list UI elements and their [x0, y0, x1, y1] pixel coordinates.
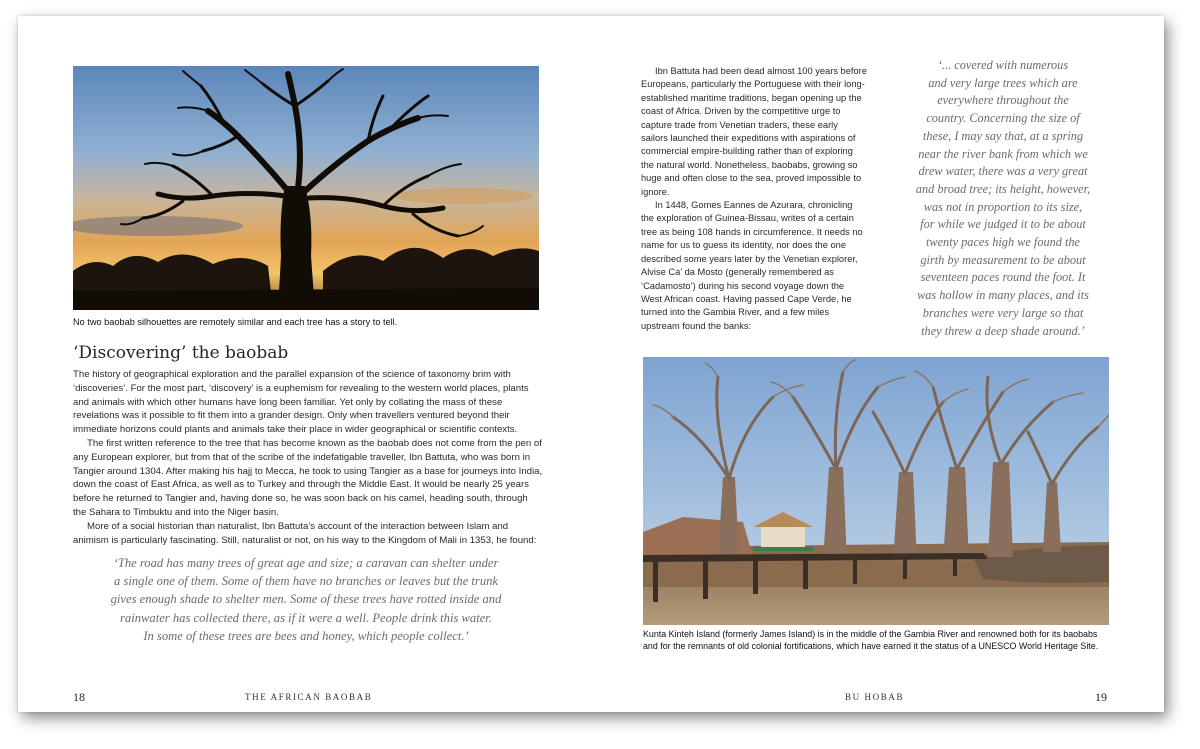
- quote-line: twenty paces high we found the: [925, 235, 1081, 250]
- quote-line: gives enough shade to shelter men. Some of these trees have rotted inside and: [110, 592, 502, 607]
- quote-line: ‘The road has many trees of great age and size; a caravan can shelter under: [113, 556, 499, 570]
- baobab-sunset-illustration: [73, 66, 539, 310]
- quote-line: was hollow in many places, and its: [917, 288, 1089, 303]
- quote-line: a single one of them. Some of them have no branches or leaves but the trunk: [113, 574, 499, 589]
- paragraph: Ibn Battuta had been dead almost 100 years before Europeans, particularly the Portuguese with their long-established maritime traditions, began opening up the coast of Africa. Driven by the competitive urge to capture trade from Venetian traders, these early sailors launched their expeditions with aspirations of commercial empire-building rather than of exploring the natural world. Nonetheless, baobabs, growing so huge and often close to the sea, proved impossible to ignore.: [641, 66, 867, 197]
- baobab-sunset-photo: [73, 66, 539, 310]
- paragraph: More of a social historian than naturalist, Ibn Battuta’s account of the interaction between Islam and animism is particularly fascinating. Still, naturalist or not, on his way to the Kingdom of Mali in 1353, he found:: [73, 520, 537, 546]
- kunta-kinteh-island-photo: [643, 357, 1109, 625]
- paragraph: In 1448, Gomes Eannes de Azurara, chronicling the exploration of Guinea-Bissau, writes of a certain tree as being 108 hands in circumference. It needs no name for us to guess its identity, nor does the one described some years later by the Venetian explorer, Alvise Ca’ da Mosto (generally remembered as ‘Cadamosto’) during his second voyage down the West African coast. Having passed Cape Verde, he turned into the Gambia River, and a few miles upstream found the banks:: [641, 200, 863, 331]
- left-body-text: [73, 368, 543, 547]
- right-body-text: [641, 65, 867, 333]
- book-spread: [18, 16, 1164, 712]
- quote-line: ‘... covered with numerous: [937, 58, 1069, 72]
- right-pull-quote: [888, 57, 1118, 340]
- section-heading: ‘Discovering’ the baobab: [73, 343, 289, 363]
- caption-line: Kunta Kinteh Island (formerly James Island) is in the middle of the Gambia River and renowned both for its baobabs: [643, 629, 1098, 639]
- quote-line: rainwater has collected there, as if it were a well. People drink this water.: [120, 610, 492, 625]
- quote-line: and very large trees which are: [928, 75, 1078, 90]
- quote-line: girth by measurement to be about: [920, 252, 1086, 267]
- page-number-left: 18: [73, 690, 85, 704]
- quote-line: seventeen paces round the foot. It: [920, 270, 1086, 285]
- quote-line: everywhere throughout the: [937, 93, 1069, 108]
- right-photo-caption: [643, 629, 1113, 652]
- quote-line: country. Concerning the size of: [926, 111, 1080, 126]
- caption-line: and for the remnants of old colonial fortifications, which have earned it the status of a UNESCO World Heritage Site.: [643, 640, 1099, 651]
- left-photo-caption: No two baobab silhouettes are remotely similar and each tree has a story to tell.: [73, 317, 398, 327]
- quote-line: for while we judged it to be about: [920, 217, 1086, 232]
- quote-line: branches were very large so that: [922, 305, 1084, 320]
- left-pull-quote: [73, 554, 539, 645]
- running-head-right: BU HOBAB: [845, 692, 905, 702]
- quote-line: drew water, there was a very great: [918, 164, 1088, 179]
- island-illustration: [643, 357, 1109, 625]
- quote-line: and broad tree; its height, however,: [915, 181, 1091, 196]
- paragraph: The first written reference to the tree that has become known as the baobab does not come from the pen of any European explorer, but from that of the scribe of the indefatigable traveller, Ibn Battuta, who was born in Tangier around 1304. After making his hajj to Mecca, he took to using Tangier as a base for journeys into India, down the coast of East Africa, as well as to Turkey and through the Middle East. It would be nearly 25 years before he returned to Tangier and, having done so, he was soon back on his camel, heading south, through the Sahara to Timbuktu and into the Niger basin.: [73, 437, 543, 518]
- paragraph: The history of geographical exploration and the parallel expansion of the science of taxonomy brim with ‘discoveries’. For the most part, ‘discovery’ is a euphemism for revealing to the western world places, plants and animals with which other humans have long been familiar. Yet only by collating the mass of these revelations was it possible to fit them into a grander design. Only when travellers ventured beyond their immediate horizons could plants and animals take their place in wider geographical or scientific contexts.: [73, 369, 529, 436]
- page-number-right: 19: [1095, 690, 1107, 704]
- quote-line: was not in proportion to its size,: [923, 199, 1083, 214]
- quote-line: they threw a deep shade around.’: [921, 323, 1085, 338]
- quote-line: In some of these trees are bees and honey, which people collect.’: [143, 628, 469, 643]
- running-head-left: THE AFRICAN BAOBAB: [245, 692, 373, 702]
- quote-line: near the river bank from which we: [918, 146, 1088, 161]
- quote-line: these, I may say that, at a spring: [922, 128, 1084, 143]
